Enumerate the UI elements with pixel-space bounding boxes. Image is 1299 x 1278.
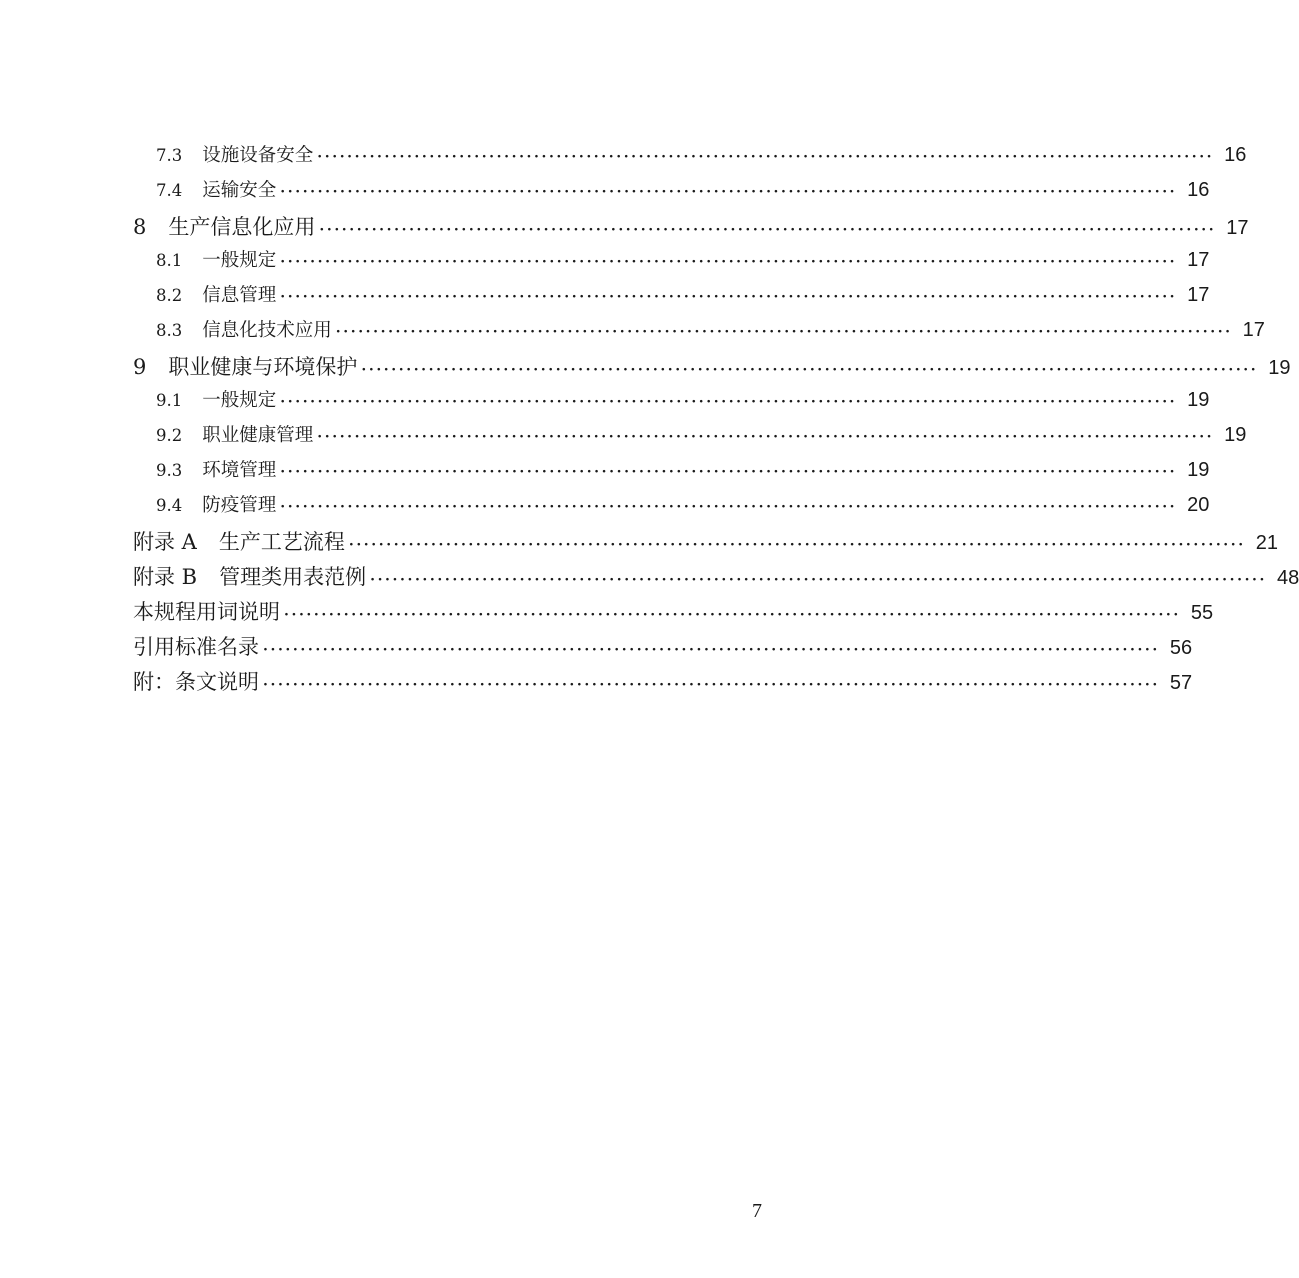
toc-entry-page: 56 (1169, 637, 1193, 659)
toc-entry-number: 7.3 (156, 146, 183, 165)
toc-entry-number: 8.1 (156, 251, 183, 270)
toc-entry-title: 信息化技术应用 (202, 320, 332, 341)
toc-leader-dots: ························································································································ (280, 464, 1178, 480)
toc-leader-dots: ························································································································ (284, 607, 1181, 623)
toc-entry-page: 57 (1169, 672, 1193, 694)
toc-leader-dots: ························································································································ (317, 429, 1215, 445)
toc-entry[interactable] (156, 491, 1210, 517)
toc-entry[interactable] (156, 141, 1247, 167)
toc-entry[interactable] (156, 386, 1210, 412)
toc-entry-number: 8 (133, 215, 147, 239)
toc-leader-dots: ························································································································ (280, 289, 1178, 305)
toc-leader-dots: ························································································································ (335, 324, 1233, 340)
toc-entry-page: 21 (1255, 532, 1278, 554)
toc-entry-title: 管理类用表范例 (219, 565, 367, 589)
toc-entry-page: 19 (1224, 424, 1247, 446)
toc-entry-page: 19 (1187, 459, 1210, 481)
toc-entry-title: 职业健康管理 (202, 425, 314, 446)
toc-entry[interactable] (156, 456, 1210, 482)
toc-entry-number: 附录 B (133, 565, 198, 589)
toc-entry-title: 运输安全 (202, 180, 277, 201)
toc-entry-page: 55 (1190, 602, 1214, 624)
toc-entry-title: 一般规定 (202, 250, 277, 271)
toc-entry-title: 一般规定 (202, 390, 277, 411)
toc-leader-dots: ························································································································ (280, 499, 1178, 515)
toc-entry-number: 9.4 (156, 496, 183, 515)
toc-entry[interactable] (156, 246, 1210, 272)
toc-entry[interactable] (133, 631, 1193, 661)
toc-entry-page: 16 (1224, 144, 1247, 166)
page-number: 7 (752, 1200, 762, 1222)
toc-entry[interactable] (133, 351, 1291, 381)
toc-entry-page: 17 (1242, 319, 1265, 341)
toc-entry-page: 16 (1187, 179, 1210, 201)
toc-entry-page: 17 (1187, 249, 1210, 271)
toc-leader-dots: ························································································································ (348, 537, 1246, 553)
toc-leader-dots: ························································································································ (370, 572, 1267, 588)
toc-entry-title: 设施设备安全 (202, 145, 314, 166)
toc-entry-number: 8.3 (156, 321, 183, 340)
toc-entry[interactable] (133, 561, 1299, 591)
toc-entry-number: 附录 A (133, 530, 197, 554)
toc-entry-number: 9.2 (156, 426, 183, 445)
toc-entry[interactable] (133, 211, 1249, 241)
toc-leader-dots: ························································································································ (319, 222, 1217, 238)
toc-entry-number: 7.4 (156, 181, 183, 200)
toc-leader-dots: ························································································································ (263, 642, 1160, 658)
toc-leader-dots: ························································································································ (263, 677, 1160, 693)
toc-entry-page: 19 (1268, 357, 1291, 379)
toc-entry-number: 8.2 (156, 286, 183, 305)
toc-entry[interactable] (156, 281, 1210, 307)
toc-entry-page: 48 (1277, 567, 1299, 589)
toc-leader-dots: ························································································································ (317, 149, 1215, 165)
toc-entry-title: 本规程用词说明 (133, 600, 280, 624)
toc-entry-page: 20 (1187, 494, 1210, 516)
toc-entry-page: 19 (1187, 389, 1210, 411)
toc-leader-dots: ························································································································ (280, 184, 1178, 200)
toc-entry-number: 9.1 (156, 391, 183, 410)
toc-entry[interactable] (156, 421, 1247, 447)
toc-entry-number: 9 (133, 355, 147, 379)
toc-entry[interactable] (156, 176, 1210, 202)
toc-entry-title: 防疫管理 (202, 495, 277, 516)
toc-entry-title: 生产信息化应用 (168, 215, 316, 239)
toc-entry-title: 环境管理 (202, 460, 277, 481)
toc-leader-dots: ························································································································ (280, 394, 1178, 410)
toc-entry-page: 17 (1226, 217, 1249, 239)
toc-entry-page: 17 (1187, 284, 1210, 306)
toc-entry[interactable] (133, 526, 1278, 556)
toc-entry[interactable] (133, 596, 1214, 626)
toc-entry-title: 引用标准名录 (133, 635, 259, 659)
toc-entry[interactable] (156, 316, 1265, 342)
toc-entry-title: 生产工艺流程 (218, 530, 345, 554)
toc-entry-title: 职业健康与环境保护 (168, 355, 358, 379)
toc-leader-dots: ························································································································ (280, 254, 1178, 270)
toc-entry-title: 附：条文说明 (133, 670, 259, 694)
toc-entry-number: 9.3 (156, 461, 183, 480)
toc-entry[interactable] (133, 666, 1193, 696)
toc-leader-dots: ························································································································ (361, 362, 1259, 378)
toc-entry-title: 信息管理 (202, 285, 277, 306)
